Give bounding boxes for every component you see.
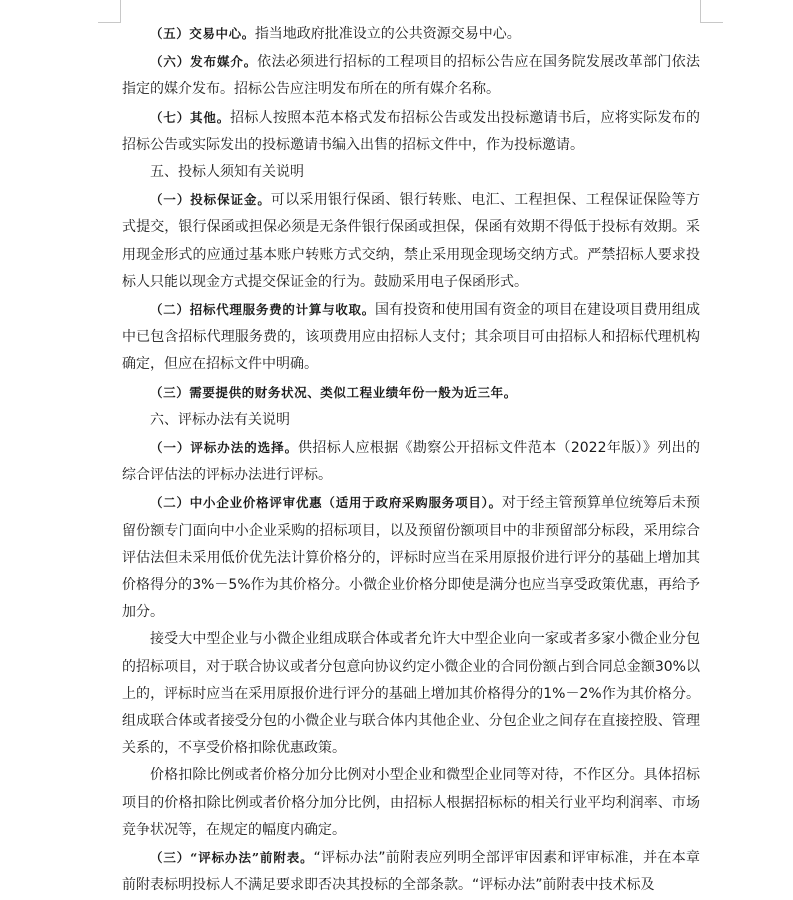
paragraph-price-deduction	[122, 762, 700, 844]
paragraph-label: （五）交易中心。	[150, 26, 255, 41]
section-heading-text: 六、评标办法有关说明	[150, 411, 290, 428]
section-heading-text: 五、投标人须知有关说明	[150, 164, 304, 181]
paragraph-evaluation-method	[122, 434, 700, 489]
section-heading-evaluation	[122, 407, 700, 434]
document-body	[122, 20, 700, 900]
paragraph-evaluation-table	[122, 844, 700, 899]
paragraph-text: 接受大中型企业与小微企业组成联合体或者允许大中型企业向一家或者多家小微企业分包的招标项目，对于联合协议或者分包意向协议约定小微企业的合同份额占到合同总金额30%以上的，评标时应当在采用原报价进行评分的基础上增加其价格得分的1%－2%作为其价格分。组成联合体或者接受分包的小微企业与联合体内其他企业、分包企业之间存在直接控股、管理关系的，不享受价格扣除优惠政策。	[122, 631, 700, 757]
section-heading-bidder-notes	[122, 159, 700, 186]
paragraph-agency-fee	[122, 296, 700, 379]
paragraph-label: （二）中小企业价格评审优惠（适用于政府采购服务项目）。	[150, 495, 502, 511]
paragraph-text: 价格扣除比例或者价格分加分比例对小型企业和微型企业同等对待，不作区分。具体招标项目的价格扣除比例或者价格分加分比例，由招标人根据招标标的相关行业平均利润率、市场竞争状况等，在规定的幅度内确定。	[122, 767, 700, 838]
paragraph-trading-center	[122, 20, 700, 48]
paragraph-other	[122, 104, 700, 159]
paragraph-consortium	[122, 626, 700, 762]
paragraph-bid-bond	[122, 186, 700, 296]
paragraph-label: （三）“评标办法”前附表。	[150, 850, 314, 866]
paragraph-text: 依法必须进行招标的工程项目的招标公告应在国务院发展改革部门依法指定的媒介发布。招标公告应注明发布所在的所有媒介名称。	[122, 54, 700, 98]
paragraph-text: 供招标人应根据《勘察公开招标文件范本（2022年版）》列出的综合评估法的评标办法进行评标。	[122, 440, 700, 484]
paragraph-publishing-media	[122, 48, 700, 103]
paragraph-label: （一）评标办法的选择。	[150, 440, 299, 456]
page-corner-mark-right	[700, 0, 723, 23]
paragraph-text: 对于经主管预算单位统筹后未预留份额专门面向中小企业采购的招标项目，以及预留份额项目中的非预留部分标段，采用综合评估法但未采用低价优先法计算价格分的，评标时应当在采用原报价进行评分的基础上增加其价格得分的3%－5%作为其价格分。小微企业价格分即使是满分也应当享受政策优惠，再给予加分。	[122, 495, 701, 621]
paragraph-label: （一）投标保证金。	[150, 192, 271, 208]
paragraph-label: （二）招标代理服务费的计算与收取。	[150, 302, 376, 318]
paragraph-label: （六）发布媒介。	[150, 54, 258, 70]
paragraph-text: “评标办法”前附表应列明全部评审因素和评审标准，并在本章前附表标明投标人不满足要求即否决其投标的全部条款。“评标办法”前附表中技术标及	[122, 850, 700, 894]
paragraph-text: 可以采用银行保函、银行转账、电汇、工程担保、工程保证保险等方式提交，银行保函或担保必须是无条件银行保函或担保，保函有效期不得低于投标有效期。采用现金形式的应通过基本账户转账方式交纳，禁止采用现金现场交纳方式。严禁招标人要求投标人只能以现金方式提交保证金的行为。鼓励采用电子保函形式。	[122, 192, 700, 290]
paragraph-financial-years	[122, 379, 700, 407]
paragraph-text: 指当地政府批准设立的公共资源交易中心。	[254, 26, 521, 42]
paragraph-label: （七）其他。	[150, 109, 231, 125]
paragraph-label: （三）需要提供的财务状况、类似工程业绩年份一般为近三年。	[150, 384, 517, 400]
page-corner-mark-left	[98, 0, 121, 23]
paragraph-text: 国有投资和使用国有资金的项目在建设项目费用组成中已包含招标代理服务费的，该项费用应由招标人支付；其余项目可由招标人和招标代理机构确定，但应在招标文件中明确。	[122, 302, 701, 373]
paragraph-text: 招标人按照本范本格式发布招标公告或发出投标邀请书后，应将实际发布的招标公告或实际发出的投标邀请书编入出售的招标文件中，作为投标邀请。	[122, 109, 700, 153]
paragraph-sme-price-preference	[122, 489, 700, 626]
